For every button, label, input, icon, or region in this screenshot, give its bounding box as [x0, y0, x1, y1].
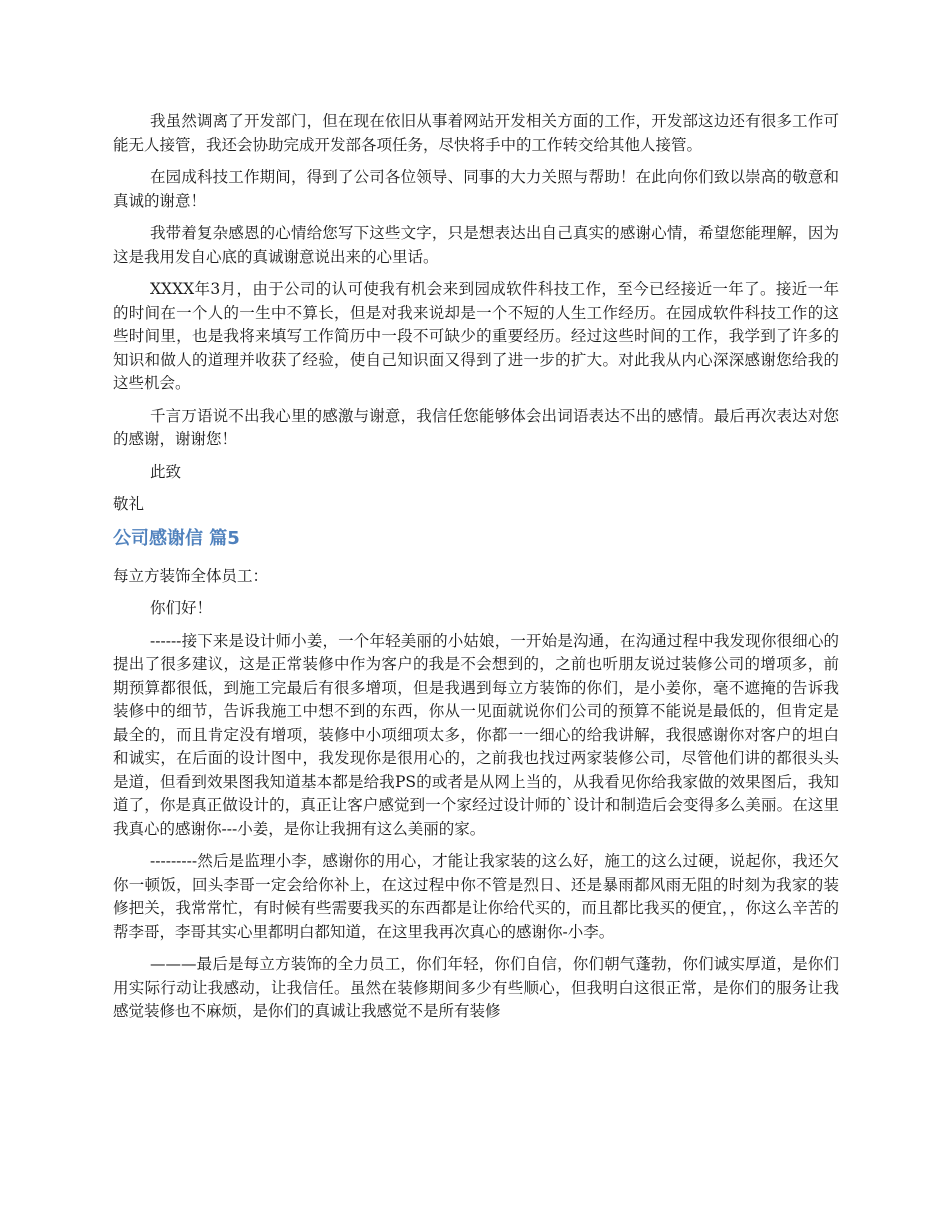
- paragraph-handover: 我虽然调离了开发部门，但在现在依旧从事着网站开发相关方面的工作，开发部这边还有很多工作可能无人接管，我还会协助完成开发部各项任务，尽快将手中的工作转交给其他人接管。: [113, 112, 839, 154]
- paragraph-feelings: 我带着复杂感恩的心情给您写下这些文字，只是想表达出自己真实的感谢心情，希望您能理解，因为这是我用发自心底的真诚谢意说出来的心里话。: [113, 224, 839, 266]
- paragraph-gratitude: 在园成科技工作期间，得到了公司各位领导、同事的大力关照与帮助！在此向你们致以崇高的敬意和真诚的谢意！: [113, 168, 839, 210]
- paragraph-all-staff: ———最后是每立方装饰的全力员工，你们年轻，你们自信，你们朝气蓬勃，你们诚实厚道，是你们用实际行动让我感动，让我信任。虽然在装修期间多少有些顺心，但我明白这很正常，是你们的服务让我感觉装修也不麻烦，是你们的真诚让我感觉不是所有装修: [113, 955, 839, 1020]
- paragraph-supervisor: ---------然后是监理小李，感谢你的用心，才能让我家装的这么好，施工的这么过硬，说起你，我还欠你一顿饭，回头李哥一定会给你补上，在这过程中你不管是烈日、还是暴雨都风雨无阻的时刻为我家的装修把关，我常常忙，有时候有些需要我买的东西都是让你给代买的，而且都比我买的便宜，，你这么辛苦的帮李哥，李哥其实心里都明白都知道，在这里我再次真心的感谢你-小李。: [113, 852, 839, 941]
- paragraph-experience: XXXX年3月，由于公司的认可使我有机会来到园成软件科技工作，至今已经接近一年了。接近一年的时间在一个人的一生中不算长，但是对我来说却是一个不短的人生工作经历。在园成软件科技工作的这些时间里，也是我将来填写工作简历中一段不可缺少的重要经历。经过这些时间的工作，我学到了许多的知识和做人的道理并收获了经验，使自己知识面又得到了进一步的扩大。对此我从内心深深感谢您给我的这些机会。: [113, 280, 839, 392]
- letter-salutation: 每立方装饰全体员工：: [113, 566, 269, 585]
- paragraph-final-thanks: 千言万语说不出我心里的感激与谢意，我信任您能够体会出词语表达不出的感情。最后再次表达对您的感谢，谢谢您！: [113, 406, 839, 448]
- section-heading: 公司感谢信 篇5: [113, 527, 240, 549]
- closing-jingli: 敬礼: [113, 495, 145, 513]
- paragraph-designer: ------接下来是设计师小姜，一个年轻美丽的小姑娘，一开始是沟通，在沟通过程中我发现你很细心的提出了很多建议，这是正常装修中作为客户的我是不会想到的，之前也听朋友说过装修公司的增项多，前期预算都很低，到施工完最后有很多增项，但是我遇到每立方装饰的你们，是小姜你，毫不遮掩的告诉我装修中的细节，告诉我施工中想不到的东西，你从一见面就说你们公司的预算不能说是最低的，但肯定是最全的，而且肯定没有增项，装修中小项细项太多，你都一一细心的给我讲解，我很感谢你对客户的坦白和诚实，在后面的设计图中，我发现你是很用心的，之前我也找过两家装修公司，尽管他们讲的都很头头是道，但看到效果图我知道基本都是给我PS的或者是从网上当的，从我看见你给我家做的效果图后，我知道了，你是真正做设计的，真正让客户感觉到一个家经过设计师的`设计和制造后会变得多么美丽。在这里我真心的感谢你---小姜，是你让我拥有这么美丽的家。: [113, 631, 839, 838]
- letter-greeting: 你们好！: [150, 599, 213, 617]
- closing-zhici: 此致: [150, 462, 182, 481]
- document-page: [113, 110, 839, 1033]
